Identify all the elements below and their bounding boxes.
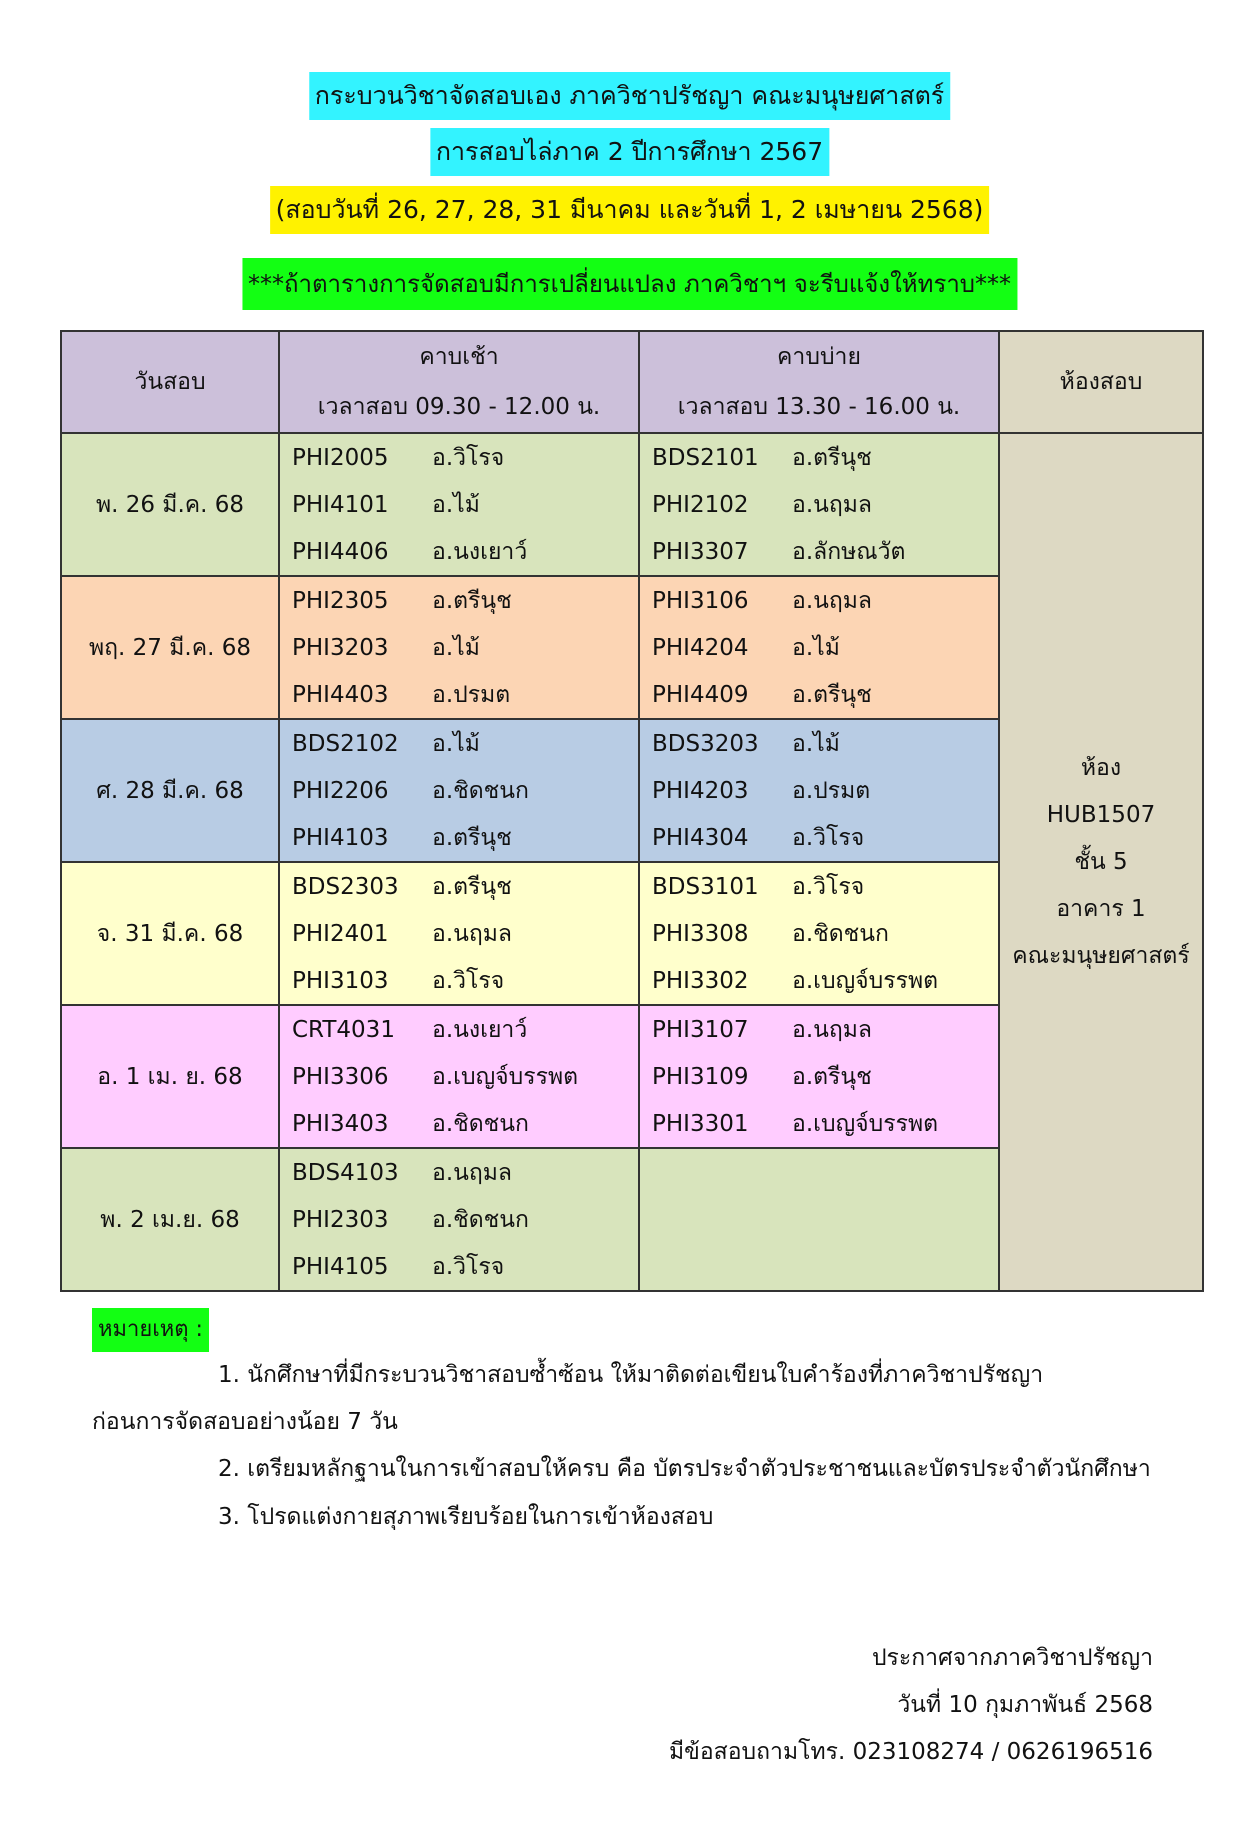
course-entry xyxy=(640,577,998,624)
instructor-name: อ.ชิดชนก xyxy=(432,777,529,804)
course-entry xyxy=(280,528,638,575)
instructor-name: อ.ไม้ xyxy=(792,730,840,757)
instructor-name: อ.ไม้ xyxy=(432,730,480,757)
course-entry xyxy=(280,767,638,814)
course-code: PHI3306 xyxy=(292,1063,389,1090)
exam-schedule-table xyxy=(60,330,1204,1292)
signature-date: วันที่ 10 กุมภาพันธ์ 2568 xyxy=(897,1692,1153,1718)
course-code: PHI4105 xyxy=(292,1253,389,1280)
instructor-name: อ.ตรีนุช xyxy=(432,824,512,851)
instructor-name: อ.ปรมต xyxy=(432,681,511,708)
afternoon-slot xyxy=(639,576,999,719)
morning-slot xyxy=(279,1005,639,1148)
course-entry xyxy=(280,814,638,861)
morning-title: คาบเช้า xyxy=(419,344,499,370)
afternoon-slot xyxy=(639,719,999,862)
course-entry xyxy=(280,481,638,528)
course-entry xyxy=(280,720,638,767)
room-line: ชั้น 5 xyxy=(1074,848,1128,875)
exam-day: พ. 2 เม.ย. 68 xyxy=(61,1148,279,1291)
course-code: PHI3107 xyxy=(652,1016,749,1043)
notes-label: หมายเหตุ : xyxy=(92,1308,209,1352)
signature-department: ประกาศจากภาควิชาปรัชญา xyxy=(871,1645,1153,1671)
note-1-continued: ก่อนการจัดสอบอย่างน้อย 7 วัน xyxy=(92,1409,398,1435)
instructor-name: อ.ชิดชนก xyxy=(432,1206,529,1233)
course-entry xyxy=(280,1053,638,1100)
course-code: PHI3302 xyxy=(652,967,749,994)
exam-day: อ. 1 เม. ย. 68 xyxy=(61,1005,279,1148)
morning-slot xyxy=(279,433,639,576)
instructor-name: อ.ตรีนุช xyxy=(792,681,872,708)
room-line: HUB1507 xyxy=(1046,801,1156,828)
course-code: PHI3106 xyxy=(652,587,749,614)
afternoon-title: คาบบ่าย xyxy=(777,344,861,370)
course-code: PHI3203 xyxy=(292,634,389,661)
instructor-name: อ.เบญจ์บรรพต xyxy=(792,967,939,994)
instructor-name: อ.ชิดชนก xyxy=(432,1110,529,1137)
instructor-name: อ.ปรมต xyxy=(792,777,871,804)
course-entry xyxy=(280,957,638,1004)
instructor-name: อ.เบญจ์บรรพต xyxy=(792,1110,939,1137)
course-entry xyxy=(640,528,998,575)
instructor-name: อ.นงเยาว์ xyxy=(432,538,528,565)
instructor-name: อ.นฤมล xyxy=(432,920,513,947)
instructor-name: อ.ชิดชนก xyxy=(792,920,889,947)
course-code: PHI4101 xyxy=(292,491,389,518)
exam-day: พฤ. 27 มี.ค. 68 xyxy=(61,576,279,719)
instructor-name: อ.ตรีนุช xyxy=(432,587,512,614)
course-entry xyxy=(280,577,638,624)
course-entry xyxy=(280,434,638,481)
course-entry xyxy=(640,814,998,861)
course-code: PHI3308 xyxy=(652,920,749,947)
course-entry xyxy=(640,910,998,957)
course-entry xyxy=(280,1243,638,1290)
course-code: PHI2102 xyxy=(652,491,749,518)
exam-term: การสอบไล่ภาค 2 ปีการศึกษา 2567 xyxy=(430,128,829,176)
course-entry xyxy=(640,1100,998,1147)
course-entry xyxy=(280,1196,638,1243)
course-entry xyxy=(640,1053,998,1100)
instructor-name: อ.ไม้ xyxy=(432,634,480,661)
course-code: PHI4406 xyxy=(292,538,389,565)
note-3: 3. โปรดแต่งกายสุภาพเรียบร้อยในการเข้าห้องสอบ xyxy=(218,1504,714,1530)
room-line: ห้อง xyxy=(1080,754,1122,781)
header-exam-room: ห้องสอบ xyxy=(999,331,1203,433)
morning-slot xyxy=(279,1148,639,1291)
morning-slot xyxy=(279,862,639,1005)
course-code: BDS2102 xyxy=(292,730,399,757)
change-notice: ***ถ้าตารางการจัดสอบมีการเปลี่ยนแปลง ภาควิชาฯ จะรีบแจ้งให้ทราบ*** xyxy=(242,258,1017,310)
instructor-name: อ.ไม้ xyxy=(792,634,840,661)
header-exam-day: วันสอบ xyxy=(61,331,279,433)
course-entry xyxy=(640,720,998,767)
course-entry xyxy=(280,624,638,671)
course-code: PHI4203 xyxy=(652,777,749,804)
course-code: BDS3101 xyxy=(652,873,759,900)
course-code: BDS2303 xyxy=(292,873,399,900)
course-entry xyxy=(280,671,638,718)
header-afternoon xyxy=(639,331,999,433)
course-entry xyxy=(640,863,998,910)
instructor-name: อ.นงเยาว์ xyxy=(432,1016,528,1043)
header-morning xyxy=(279,331,639,433)
course-code: PHI3307 xyxy=(652,538,749,565)
room-line: อาคาร 1 xyxy=(1056,895,1146,922)
page-title: กระบวนวิชาจัดสอบเอง ภาควิชาปรัชญา คณะมนุษยศาสตร์ xyxy=(309,72,950,120)
course-entry xyxy=(640,624,998,671)
course-code: PHI4403 xyxy=(292,681,389,708)
exam-day: พ. 26 มี.ค. 68 xyxy=(61,433,279,576)
course-code: PHI2005 xyxy=(292,444,389,471)
table-row xyxy=(61,433,1203,576)
course-code: PHI2206 xyxy=(292,777,389,804)
instructor-name: อ.ลักษณวัต xyxy=(792,538,906,565)
signature-contact: มีข้อสอบถามโทร. 023108274 / 0626196516 xyxy=(668,1739,1153,1765)
instructor-name: อ.นฤมล xyxy=(792,1016,873,1043)
afternoon-time: เวลาสอบ 13.30 - 16.00 น. xyxy=(677,394,961,420)
instructor-name: อ.ตรีนุช xyxy=(432,873,512,900)
instructor-name: อ.ไม้ xyxy=(432,491,480,518)
morning-time: เวลาสอบ 09.30 - 12.00 น. xyxy=(317,394,601,420)
course-entry xyxy=(640,671,998,718)
course-code: PHI2305 xyxy=(292,587,389,614)
course-entry xyxy=(280,1006,638,1053)
course-code: PHI4409 xyxy=(652,681,749,708)
afternoon-slot xyxy=(639,433,999,576)
course-entry xyxy=(640,767,998,814)
course-code: PHI3109 xyxy=(652,1063,749,1090)
instructor-name: อ.วิโรจ xyxy=(792,824,865,851)
morning-slot xyxy=(279,719,639,862)
room-line: คณะมนุษยศาสตร์ xyxy=(1012,942,1190,969)
exam-day: จ. 31 มี.ค. 68 xyxy=(61,862,279,1005)
afternoon-slot xyxy=(639,862,999,1005)
course-entry xyxy=(640,1006,998,1053)
instructor-name: อ.นฤมล xyxy=(432,1159,513,1186)
course-code: PHI3403 xyxy=(292,1110,389,1137)
morning-slot xyxy=(279,576,639,719)
instructor-name: อ.นฤมล xyxy=(792,587,873,614)
instructor-name: อ.วิโรจ xyxy=(792,873,865,900)
course-code: BDS3203 xyxy=(652,730,759,757)
course-entry xyxy=(640,481,998,528)
course-entry xyxy=(280,863,638,910)
course-code: PHI4304 xyxy=(652,824,749,851)
instructor-name: อ.วิโรจ xyxy=(432,1253,505,1280)
instructor-name: อ.ตรีนุช xyxy=(792,1063,872,1090)
course-code: PHI2401 xyxy=(292,920,389,947)
exam-dates: (สอบวันที่ 26, 27, 28, 31 มีนาคม และวันที่ 1, 2 เมษายน 2568) xyxy=(270,186,990,234)
course-entry xyxy=(640,957,998,1004)
course-code: PHI3301 xyxy=(652,1110,749,1137)
course-entry xyxy=(280,1149,638,1196)
course-code: BDS2101 xyxy=(652,444,759,471)
afternoon-slot xyxy=(639,1005,999,1148)
instructor-name: อ.เบญจ์บรรพต xyxy=(432,1063,579,1090)
course-entry xyxy=(280,910,638,957)
note-1: 1. นักศึกษาที่มีกระบวนวิชาสอบซ้ำซ้อน ให้มาติดต่อเขียนใบคำร้องที่ภาควิชาปรัชญา xyxy=(218,1362,1044,1388)
course-entry xyxy=(280,1100,638,1147)
note-2: 2. เตรียมหลักฐานในการเข้าสอบให้ครบ คือ บัตรประจำตัวประชาชนและบัตรประจำตัวนักศึกษา xyxy=(218,1456,1151,1482)
course-code: PHI4204 xyxy=(652,634,749,661)
afternoon-slot xyxy=(639,1148,999,1291)
course-code: BDS4103 xyxy=(292,1159,399,1186)
course-code: PHI3103 xyxy=(292,967,389,994)
instructor-name: อ.วิโรจ xyxy=(432,967,505,994)
course-code: PHI4103 xyxy=(292,824,389,851)
instructor-name: อ.ตรีนุช xyxy=(792,444,872,471)
exam-room xyxy=(999,433,1203,1291)
course-code: PHI2303 xyxy=(292,1206,389,1233)
exam-day: ศ. 28 มี.ค. 68 xyxy=(61,719,279,862)
instructor-name: อ.วิโรจ xyxy=(432,444,505,471)
course-code: CRT4031 xyxy=(292,1016,395,1043)
course-entry xyxy=(640,434,998,481)
instructor-name: อ.นฤมล xyxy=(792,491,873,518)
